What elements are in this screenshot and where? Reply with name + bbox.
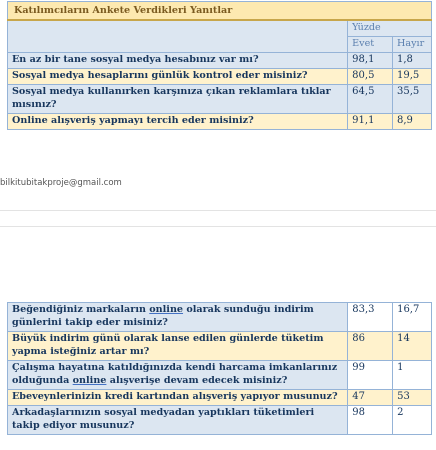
question-cell: Sosyal medya kullanırken karşınıza çıkan reklamlara tıklar mısınız?	[8, 85, 348, 114]
no-value: 2	[393, 406, 432, 435]
table-row	[8, 361, 432, 390]
percent-header: Yüzde	[348, 20, 432, 37]
contact-email[interactable]: bilkitubitakproje@gmail.com	[0, 178, 122, 188]
question-cell	[8, 303, 348, 332]
divider	[0, 210, 436, 211]
question-text-underlined: online	[72, 375, 107, 386]
yes-value: 83,3	[348, 303, 393, 332]
question-cell: En az bir tane sosyal medya hesabınız var mı?	[8, 53, 348, 69]
question-text: alışverişe devam edecek misiniz?	[106, 375, 288, 386]
question-cell	[8, 332, 348, 361]
question-text: olarak sunduğu indirim günlerini takip eder misiniz?	[12, 304, 314, 328]
yes-value: 91,1	[348, 114, 393, 130]
survey-table-2	[7, 302, 432, 435]
survey-table-1	[7, 1, 432, 130]
question-cell: Sosyal medya hesaplarını günlük kontrol eder misiniz?	[8, 69, 348, 85]
no-value: 53	[393, 390, 432, 406]
question-text: Çalışma hayatına katıldığınızda kendi harcama imkanlarınız olduğunda	[12, 362, 338, 386]
table-row	[8, 332, 432, 361]
table-row	[8, 53, 432, 69]
question-cell	[8, 406, 348, 435]
empty-header-cell	[8, 20, 348, 53]
table-row	[8, 114, 432, 130]
yes-header: Evet	[348, 37, 393, 53]
divider	[0, 226, 436, 227]
table-row	[8, 406, 432, 435]
yes-value: 98	[348, 406, 393, 435]
question-text: Büyük indirim günü olarak lanse edilen günlerde tüketim yapma isteğiniz artar mı?	[12, 333, 324, 357]
yes-value: 99	[348, 361, 393, 390]
question-cell	[8, 390, 348, 406]
table-row	[8, 69, 432, 85]
table-row	[8, 390, 432, 406]
no-value: 1,8	[393, 53, 432, 69]
yes-value: 64,5	[348, 85, 393, 114]
no-header: Hayır	[393, 37, 432, 53]
no-value: 14	[393, 332, 432, 361]
table-row	[8, 85, 432, 114]
table-title: Katılımcıların Ankete Verdikleri Yanıtlar	[8, 2, 432, 21]
question-cell	[8, 361, 348, 390]
question-text: Beğendiğiniz markaların	[12, 304, 150, 315]
no-value: 19,5	[393, 69, 432, 85]
table-row	[8, 303, 432, 332]
question-cell: Online alışveriş yapmayı tercih eder misiniz?	[8, 114, 348, 130]
question-text: Arkadaşlarınızın sosyal medyadan yaptıkları tüketimleri takip ediyor musunuz?	[12, 407, 315, 431]
yes-value: 80,5	[348, 69, 393, 85]
no-value: 1	[393, 361, 432, 390]
yes-value: 47	[348, 390, 393, 406]
question-text-underlined: online	[149, 304, 184, 315]
no-value: 8,9	[393, 114, 432, 130]
no-value: 16,7	[393, 303, 432, 332]
yes-value: 86	[348, 332, 393, 361]
no-value: 35,5	[393, 85, 432, 114]
yes-value: 98,1	[348, 53, 393, 69]
question-text: Ebeveynlerinizin kredi kartından alışveriş yapıyor musunuz?	[12, 391, 338, 402]
